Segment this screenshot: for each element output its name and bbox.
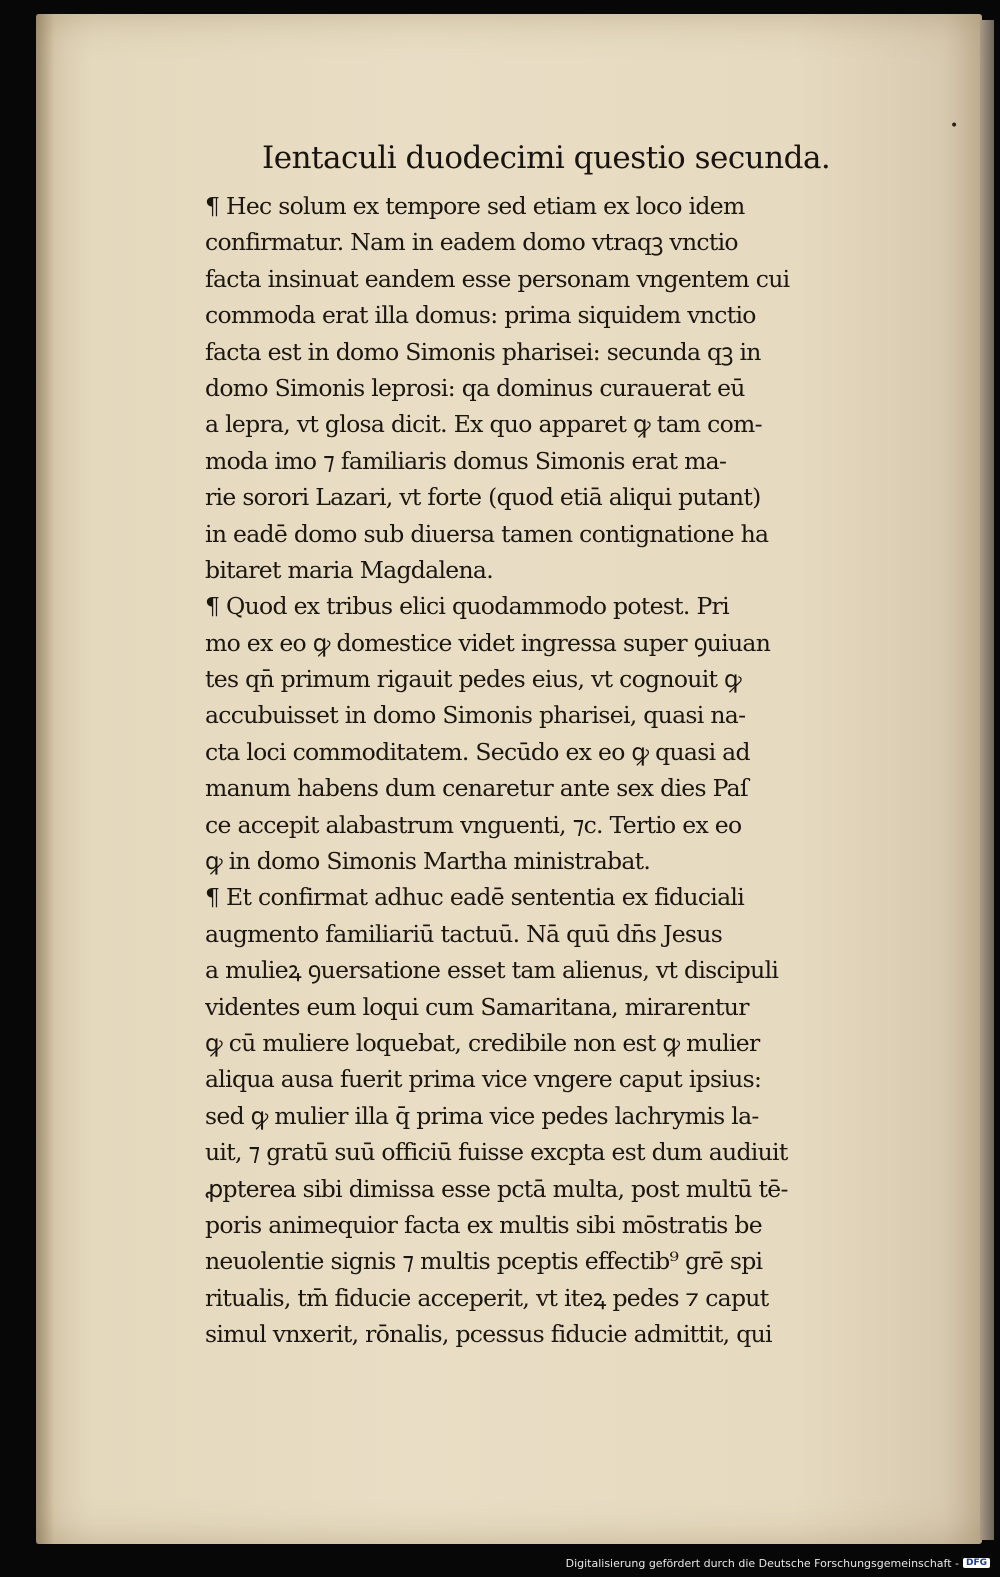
text-line: ¶ Quod ex tribus elici quodammodo potest. Pri [205, 592, 729, 621]
body-text [205, 188, 885, 1353]
text-line: videntes eum loqui cum Samaritana, mirarentur [205, 992, 749, 1021]
text-line: cta loci commoditatem. Secūdo ex eo ꝙ quasi ad [205, 737, 750, 766]
text-line: facta est in domo Simonis pharisei: secunda qꝫ in [205, 337, 761, 366]
text-line: poris animequior facta ex multis sibi mōstratis be [205, 1210, 762, 1239]
text-line: ¶ Et confirmat adhuc eadē sententia ex fiduciali [205, 883, 745, 912]
text-line: mo ex eo ꝙ domestice videt ingressa super ꝯuiuan [205, 628, 771, 657]
text-line: bitaret maria Magdalena. [205, 555, 494, 584]
dfg-logo: DFG [963, 1558, 990, 1568]
text-line: simul vnxerit, rōnalis, pcessus fiducie admittit, qui [205, 1320, 772, 1349]
corner-mark: • [950, 118, 959, 134]
text-line: ¶ Hec solum ex tempore sed etiam ex loco idem [205, 192, 745, 220]
digitization-footer [565, 1552, 990, 1574]
text-line: uit, ⁊ gratū suū officiū fuisse excpta est dum audiuit [205, 1138, 788, 1167]
text-line: ꝙ cū muliere loquebat, credibile non est ꝙ mulier [205, 1028, 760, 1057]
page-heading: Ientaculi duodecimi questio secunda. [262, 140, 831, 176]
text-line: augmento familiariū tactuū. Nā quū dn̄s Jesus [205, 919, 723, 948]
text-line: ꝙ in domo Simonis Martha ministrabat. [205, 847, 651, 876]
text-line: confirmatur. Nam in eadem domo vtraqꝫ vnctio [205, 228, 738, 257]
text-line: tes qn̄ primum rigauit pedes eius, vt cognouit ꝙ [205, 665, 741, 694]
text-line: facta insinuat eandem esse personam vngentem cui [205, 264, 790, 293]
page-edge [980, 20, 994, 1540]
text-line: sed ꝙ mulier illa q̄ prima vice pedes lachrymis la- [205, 1101, 759, 1130]
text-line: ꝓpterea sibi dimissa esse pctā multa, post multū tē- [205, 1174, 788, 1203]
page-gutter-shadow [36, 14, 54, 1544]
text-line: neuolentie signis ⁊ multis pceptis effectib⁹ grē spi [205, 1247, 763, 1276]
text-line: moda imo ⁊ familiaris domus Simonis erat ma- [205, 446, 727, 475]
text-line: domo Simonis leprosi: qa dominus curauerat eū [205, 373, 745, 402]
text-line: a lepra, vt glosa dicit. Ex quo apparet ꝙ tam com- [205, 410, 762, 439]
footer-text: Digitalisierung gefördert durch die Deutsche Forschungsgemeinschaft - [565, 1556, 959, 1570]
text-line: accubuisset in domo Simonis pharisei, quasi na- [205, 701, 746, 730]
text-line: a mulieꝝ ꝯuersatione esset tam alienus, vt discipuli [205, 956, 779, 985]
text-line: aliqua ausa fuerit prima vice vngere caput ipsius: [205, 1065, 762, 1094]
text-line: ce accepit alabastrum vnguenti, ⁊c. Tertio ex eo [205, 810, 742, 839]
text-line: rie sorori Lazari, vt forte (quod etiā aliqui putant) [205, 483, 761, 512]
text-line: ritualis, tm̄ fiducie acceperit, vt iteꝝ pedes ⁊ caput [205, 1283, 769, 1312]
text-line: commoda erat illa domus: prima siquidem vnctio [205, 301, 756, 330]
text-line: manum habens dum cenaretur ante sex dies Paſ [205, 774, 748, 803]
text-line: in eadē domo sub diuersa tamen contignatione ha [205, 519, 769, 548]
